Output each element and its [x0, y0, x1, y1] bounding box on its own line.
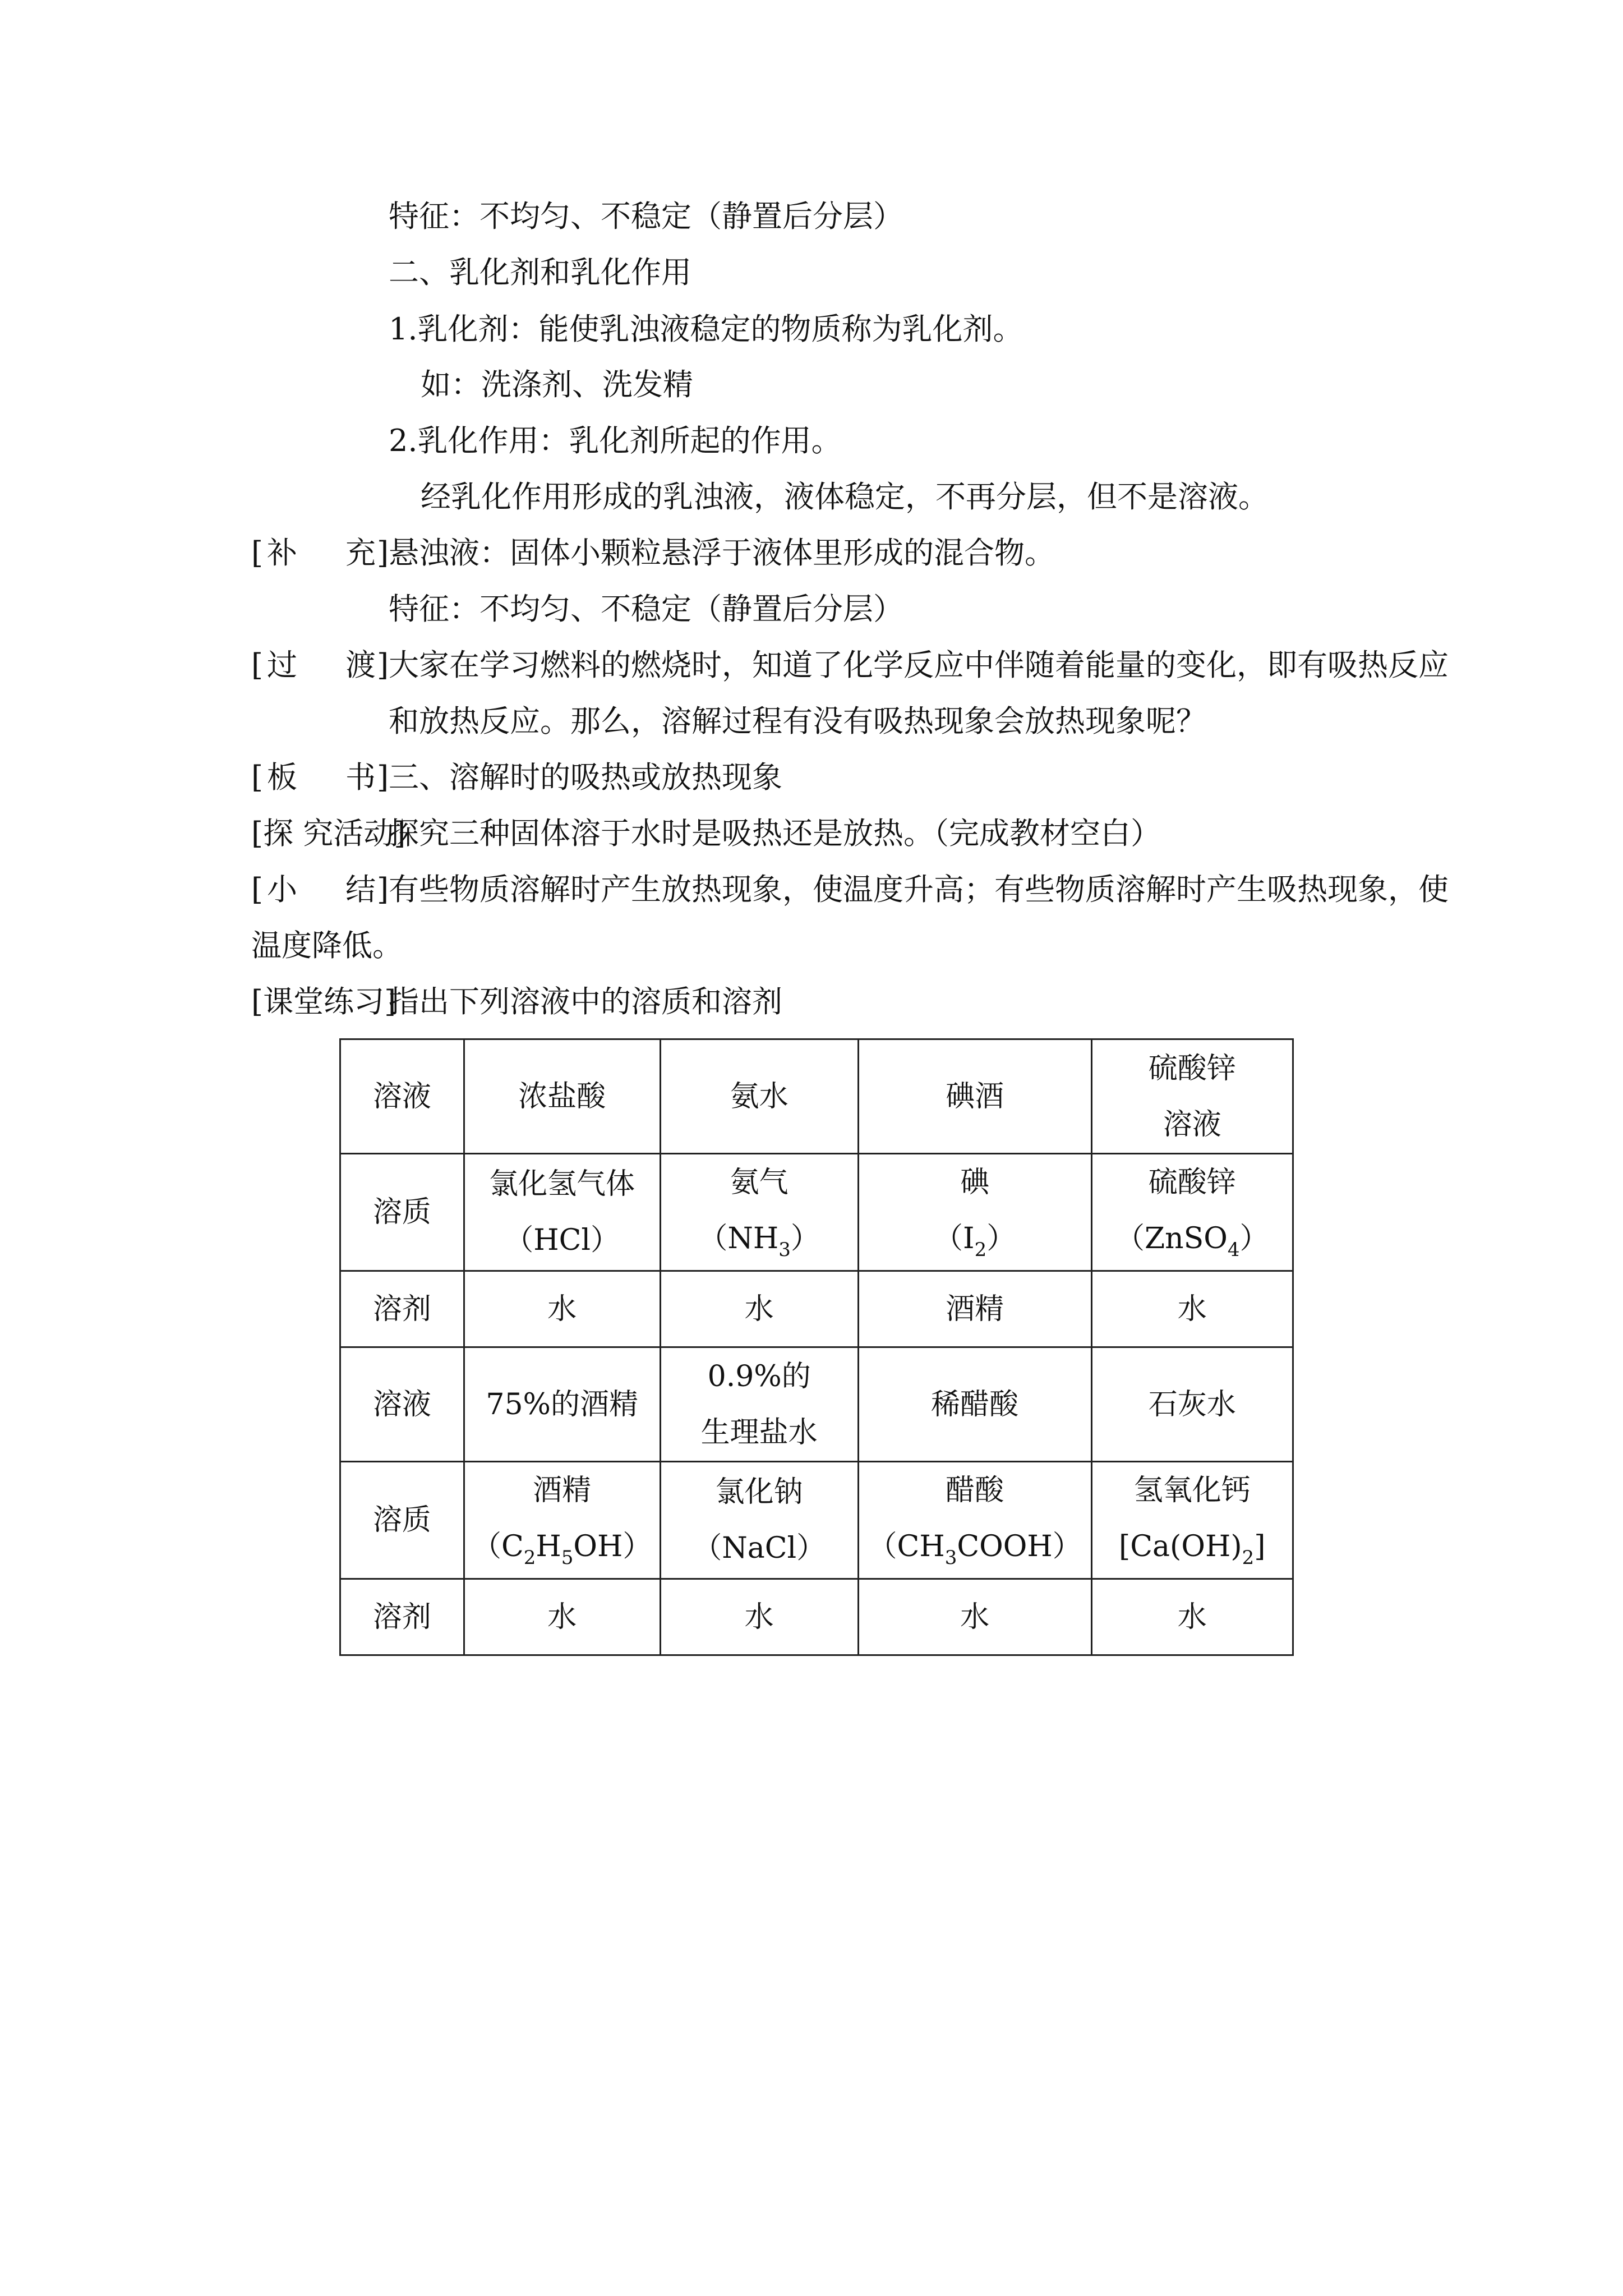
line-feature-1: 特征：不均匀、不稳定（静置后分层）	[389, 199, 903, 234]
tag-board: [ 板 书 ]	[251, 760, 389, 795]
table-cell: 水	[858, 1579, 1091, 1655]
line-emulsifier-def: 1.乳化剂：能使乳浊液稳定的物质称为乳化剂。	[389, 311, 1023, 347]
line-emulsification-def: 2.乳化作用：乳化剂所起的作用。	[389, 423, 842, 458]
line-summary-1: 有些物质溶解时产生放热现象，使温度升高；有些物质溶解时产生吸热现象，使	[389, 872, 1449, 907]
tag-exercise: [课堂练习]	[251, 984, 396, 1019]
table-cell: 硫酸锌 （ZnSO$_4$）	[1091, 1154, 1293, 1271]
table-cell: 醋酸 $(CH_3COOH)$	[858, 1462, 1091, 1579]
tag-summary: [ 小 结 ]	[251, 872, 389, 907]
line-emulsifier-examples: 如：洗涤剂、洗发精	[421, 367, 693, 402]
table-row	[340, 1579, 1293, 1655]
row-header: 溶液	[340, 1347, 464, 1462]
table-cell: 水	[660, 1579, 858, 1655]
tag-transition: [ 过 渡 ]	[251, 647, 389, 683]
row-header: 溶质	[340, 1462, 464, 1579]
table-cell: 酒精 $(C_2H_5OH)$	[464, 1462, 660, 1579]
table-row	[340, 1462, 1293, 1579]
line-suspension-def: 悬浊液：固体小颗粒悬浮于液体里形成的混合物。	[389, 535, 1055, 570]
section-heading-heat: 三、溶解时的吸热或放热现象	[389, 760, 782, 795]
table-cell: 氯化氢气体 （HCl）	[464, 1154, 660, 1271]
line-exercise: 指出下列溶液中的溶质和溶剂	[389, 984, 782, 1019]
table-cell: 碘酒	[858, 1039, 1091, 1154]
table-cell: 水	[660, 1271, 858, 1347]
table-cell: 水	[464, 1271, 660, 1347]
row-header: 溶液	[340, 1039, 464, 1154]
solution-table	[339, 1038, 1294, 1656]
table-cell: 碘 $(I_2)$	[858, 1154, 1091, 1271]
table-cell: 75%的酒精	[464, 1347, 660, 1462]
table-cell: 石灰水	[1091, 1347, 1293, 1462]
table-cell: 酒精	[858, 1271, 1091, 1347]
table-cell: 0.9%的 生理盐水	[660, 1347, 858, 1462]
line-summary-2: 温度降低。	[251, 928, 403, 963]
tag-inquiry: [探 究活动]	[251, 816, 406, 851]
table-cell: 氨水	[660, 1039, 858, 1154]
row-header: 溶剂	[340, 1271, 464, 1347]
table-cell: 水	[1091, 1579, 1293, 1655]
table-row	[340, 1271, 1293, 1347]
table-cell: 氨气 $(NH_3)$	[660, 1154, 858, 1271]
line-feature-2: 特征：不均匀、不稳定（静置后分层）	[389, 591, 903, 627]
section-heading-emulsifier: 二、乳化剂和乳化作用	[389, 255, 691, 290]
table-row	[340, 1039, 1293, 1154]
table-cell: 硫酸锌 溶液	[1091, 1039, 1293, 1154]
row-header: 溶质	[340, 1154, 464, 1271]
tag-supplement: [ 补 充 ]	[251, 535, 389, 570]
line-inquiry: 探究三种固体溶于水时是吸热还是放热。（完成教材空白）	[389, 816, 1161, 851]
table-cell: 浓盐酸	[464, 1039, 660, 1154]
table-cell: 稀醋酸	[858, 1347, 1091, 1462]
row-header: 溶剂	[340, 1579, 464, 1655]
table-row	[340, 1347, 1293, 1462]
table-row	[340, 1154, 1293, 1271]
line-transition-1: 大家在学习燃料的燃烧时，知道了化学反应中伴随着能量的变化，即有吸热反应	[389, 647, 1449, 683]
line-transition-2: 和放热反应。那么，溶解过程有没有吸热现象会放热现象呢？	[389, 703, 1206, 739]
table-cell: 氢氧化钙 $[Ca(OH)_2]$	[1091, 1462, 1293, 1579]
table-cell: 水	[464, 1579, 660, 1655]
table-cell: 氯化钠 （NaCl）	[660, 1462, 858, 1579]
table-cell: 水	[1091, 1271, 1293, 1347]
line-emulsion-note: 经乳化作用形成的乳浊液，液体稳定，不再分层，但不是溶液。	[421, 479, 1269, 514]
